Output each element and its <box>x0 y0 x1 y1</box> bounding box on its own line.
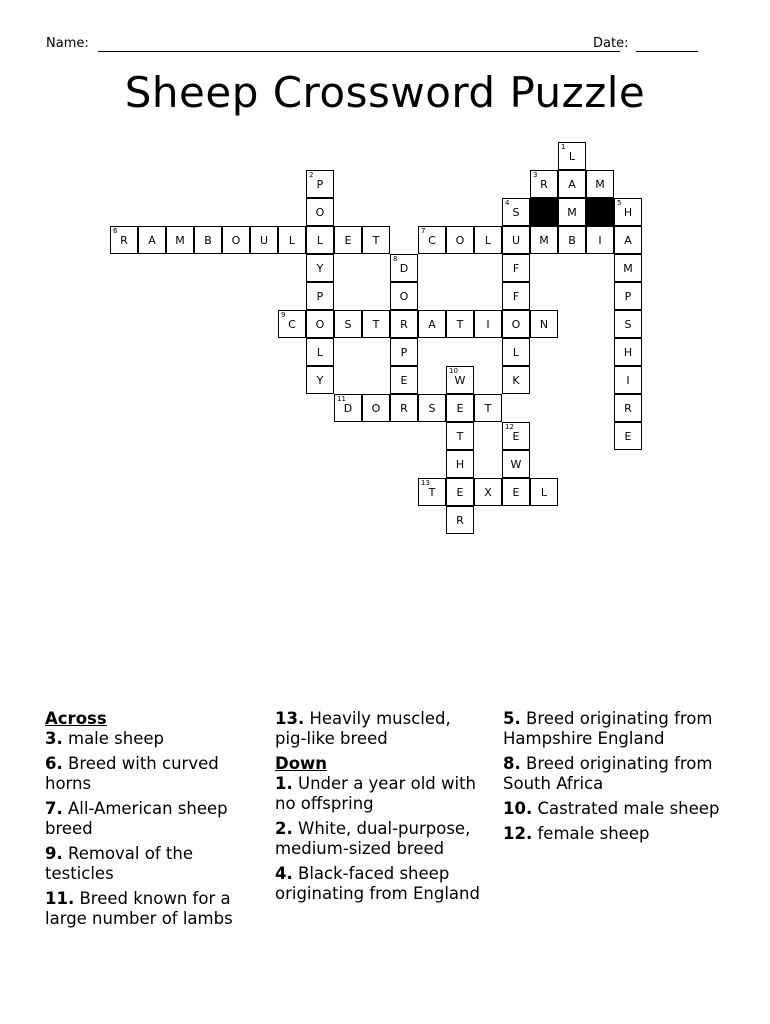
clue-number: 11 <box>337 395 346 403</box>
cell-letter: A <box>568 177 576 191</box>
clues-column-2 <box>275 709 485 909</box>
clue-down-8: 8. Breed originating from South Africa <box>503 754 713 793</box>
grid-cell[interactable] <box>614 338 642 366</box>
grid-cell[interactable] <box>362 226 390 254</box>
cell-letter: E <box>512 429 520 443</box>
clue-number: 3 <box>533 171 538 179</box>
grid-cell[interactable] <box>334 226 362 254</box>
clue-across-11: 11. Breed known for a large number of lambs <box>45 889 233 928</box>
cell-letter: E <box>456 401 464 415</box>
clue-down-12: 12. female sheep <box>503 824 650 843</box>
grid-cell[interactable] <box>362 394 390 422</box>
grid-cell[interactable] <box>418 394 446 422</box>
grid-cell[interactable] <box>614 254 642 282</box>
grid-cell[interactable] <box>530 310 558 338</box>
clue-number: 13 <box>421 479 430 487</box>
cell-letter: M <box>595 177 605 191</box>
cell-letter: O <box>455 233 465 247</box>
grid-cell[interactable] <box>530 478 558 506</box>
grid-cell[interactable] <box>614 366 642 394</box>
grid-cell[interactable] <box>334 310 362 338</box>
cell-letter: U <box>259 233 269 247</box>
grid-cell[interactable] <box>558 142 586 170</box>
clue-number: 2 <box>309 171 314 179</box>
clues-column-3 <box>503 709 733 849</box>
cell-letter: A <box>624 233 632 247</box>
grid-cell[interactable] <box>306 338 334 366</box>
clue-down-2: 2. White, dual-purpose, medium-sized breed <box>275 819 471 858</box>
cell-letter: R <box>400 317 408 331</box>
grid-cell[interactable] <box>502 254 530 282</box>
cell-letter: L <box>568 149 576 163</box>
grid-cell[interactable] <box>614 394 642 422</box>
grid-cell[interactable] <box>446 310 474 338</box>
cell-letter: O <box>231 233 241 247</box>
clue-down-1: 1. Under a year old with no offspring <box>275 774 477 813</box>
cell-letter: U <box>511 233 521 247</box>
shaded-cell <box>530 198 558 226</box>
grid-cell[interactable] <box>446 422 474 450</box>
cell-letter: P <box>316 177 324 191</box>
clue-down-4: 4. Black-faced sheep originating from England <box>275 864 480 903</box>
cell-letter: S <box>344 317 352 331</box>
grid-cell[interactable] <box>250 226 278 254</box>
grid-cell[interactable] <box>306 170 334 198</box>
cell-letter: D <box>343 401 353 415</box>
cell-letter: I <box>626 373 630 387</box>
grid-cell[interactable] <box>446 394 474 422</box>
cell-letter: M <box>175 233 185 247</box>
grid-cell[interactable] <box>306 198 334 226</box>
cell-letter: B <box>204 233 212 247</box>
grid-cell[interactable] <box>474 310 502 338</box>
grid-cell[interactable] <box>558 198 586 226</box>
grid-cell[interactable] <box>474 394 502 422</box>
clue-number: 7 <box>421 227 426 235</box>
clue-down-10: 10. Castrated male sheep <box>503 799 720 818</box>
cell-letter: H <box>623 345 633 359</box>
grid-cell[interactable] <box>390 394 418 422</box>
grid-cell[interactable] <box>614 282 642 310</box>
grid-cell[interactable] <box>558 170 586 198</box>
grid-cell[interactable] <box>614 226 642 254</box>
grid-cell[interactable] <box>446 366 474 394</box>
grid-cell[interactable] <box>110 226 138 254</box>
cell-letter: P <box>316 289 324 303</box>
cell-letter: I <box>486 317 490 331</box>
cell-letter: T <box>456 317 464 331</box>
date-label: Date: <box>593 36 629 51</box>
grid-cell[interactable] <box>502 198 530 226</box>
cell-letter: O <box>315 317 325 331</box>
clue-number: 4 <box>505 199 510 207</box>
cell-letter: E <box>344 233 352 247</box>
cell-letter: A <box>148 233 156 247</box>
grid-cell[interactable] <box>418 478 446 506</box>
cell-letter: O <box>511 317 521 331</box>
grid-cell[interactable] <box>390 254 418 282</box>
cell-letter: W <box>510 457 522 471</box>
cell-letter: R <box>540 177 548 191</box>
clues-column-1 <box>45 709 260 934</box>
grid-cell[interactable] <box>530 226 558 254</box>
grid-cell[interactable] <box>334 394 362 422</box>
grid-cell[interactable] <box>502 478 530 506</box>
cell-letter: L <box>484 233 492 247</box>
grid-cell[interactable] <box>502 366 530 394</box>
cell-letter: R <box>456 513 464 527</box>
grid-cell[interactable] <box>530 170 558 198</box>
cell-letter: O <box>399 289 409 303</box>
grid-cell[interactable] <box>390 310 418 338</box>
clue-number: 8 <box>393 255 398 263</box>
grid-cell[interactable] <box>502 282 530 310</box>
grid-cell[interactable] <box>586 170 614 198</box>
grid-cell[interactable] <box>502 338 530 366</box>
grid-cell[interactable] <box>614 198 642 226</box>
grid-cell[interactable] <box>614 422 642 450</box>
clue-across-6: 6. Breed with curved horns <box>45 754 219 793</box>
clue-across-3: 3. male sheep <box>45 729 164 748</box>
grid-cell[interactable] <box>586 226 614 254</box>
grid-cell[interactable] <box>194 226 222 254</box>
cell-letter: H <box>455 457 465 471</box>
grid-cell[interactable] <box>614 310 642 338</box>
shaded-cell <box>586 198 614 226</box>
cell-letter: Y <box>316 261 324 275</box>
grid-cell[interactable] <box>166 226 194 254</box>
cell-letter: E <box>400 373 408 387</box>
cell-letter: C <box>288 317 296 331</box>
cell-letter: W <box>454 373 466 387</box>
clue-number: 1 <box>561 143 566 151</box>
grid-cell[interactable] <box>278 226 306 254</box>
cell-letter: M <box>623 261 633 275</box>
cell-letter: Y <box>316 373 324 387</box>
cell-letter: F <box>512 261 520 275</box>
grid-cell[interactable] <box>362 310 390 338</box>
cell-letter: R <box>624 401 632 415</box>
clue-across-13: 13. Heavily muscled, pig-like breed <box>275 709 451 748</box>
grid-cell[interactable] <box>502 422 530 450</box>
grid-cell[interactable] <box>446 226 474 254</box>
name-label: Name: <box>46 36 89 51</box>
down-heading: Down <box>275 754 328 773</box>
grid-cell[interactable] <box>446 478 474 506</box>
grid-cell[interactable] <box>474 226 502 254</box>
cell-letter: T <box>428 485 436 499</box>
cell-letter: D <box>399 261 409 275</box>
cell-letter: I <box>598 233 602 247</box>
clue-number: 10 <box>449 367 458 375</box>
cell-letter: O <box>315 205 325 219</box>
grid-cell[interactable] <box>306 226 334 254</box>
clue-number: 9 <box>281 311 286 319</box>
cell-letter: T <box>484 401 492 415</box>
grid-cell[interactable] <box>474 478 502 506</box>
cell-letter: L <box>512 345 520 359</box>
cell-letter: S <box>512 205 520 219</box>
cell-letter: R <box>400 401 408 415</box>
grid-cell[interactable] <box>418 226 446 254</box>
grid-cell[interactable] <box>306 366 334 394</box>
cell-letter: M <box>567 205 577 219</box>
grid-cell[interactable] <box>306 282 334 310</box>
cell-letter: S <box>624 317 632 331</box>
cell-letter: E <box>624 429 632 443</box>
clue-number: 6 <box>113 227 118 235</box>
cell-letter: L <box>316 233 324 247</box>
cell-letter: T <box>372 233 380 247</box>
grid-cell[interactable] <box>278 310 306 338</box>
cell-letter: O <box>371 401 381 415</box>
grid-cell[interactable] <box>502 310 530 338</box>
cell-letter: T <box>456 429 464 443</box>
grid-cell[interactable] <box>558 226 586 254</box>
grid-cell[interactable] <box>138 226 166 254</box>
grid-cell[interactable] <box>390 338 418 366</box>
puzzle-title: Sheep Crossword Puzzle <box>124 68 646 117</box>
grid-cell[interactable] <box>390 366 418 394</box>
grid-cell[interactable] <box>502 450 530 478</box>
clue-across-7: 7. All-American sheep breed <box>45 799 228 838</box>
cell-letter: X <box>484 485 492 499</box>
cell-letter: C <box>428 233 436 247</box>
clue-down-5: 5. Breed originating from Hampshire England <box>503 709 713 748</box>
clue-number: 12 <box>505 423 514 431</box>
cell-letter: N <box>539 317 549 331</box>
cell-letter: M <box>539 233 549 247</box>
cell-letter: E <box>456 485 464 499</box>
cell-letter: P <box>400 345 408 359</box>
cell-letter: P <box>624 289 632 303</box>
grid-cell[interactable] <box>446 506 474 534</box>
grid-cell[interactable] <box>306 254 334 282</box>
cell-letter: T <box>372 317 380 331</box>
cell-letter: A <box>428 317 436 331</box>
grid-cell[interactable] <box>418 310 446 338</box>
clue-number: 5 <box>617 199 622 207</box>
cell-letter: B <box>568 233 576 247</box>
grid-cell[interactable] <box>306 310 334 338</box>
cell-letter: E <box>512 485 520 499</box>
cell-letter: S <box>428 401 436 415</box>
cell-letter: L <box>540 485 548 499</box>
cell-letter: H <box>623 205 633 219</box>
clue-across-9: 9. Removal of the testicles <box>45 844 193 883</box>
grid-cell[interactable] <box>222 226 250 254</box>
across-heading: Across <box>45 709 107 728</box>
grid-cell[interactable] <box>502 226 530 254</box>
cell-letter: F <box>512 289 520 303</box>
cell-letter: K <box>512 373 520 387</box>
cell-letter: L <box>288 233 296 247</box>
grid-cell[interactable] <box>446 450 474 478</box>
cell-letter: L <box>316 345 324 359</box>
cell-letter: R <box>120 233 128 247</box>
grid-cell[interactable] <box>390 282 418 310</box>
